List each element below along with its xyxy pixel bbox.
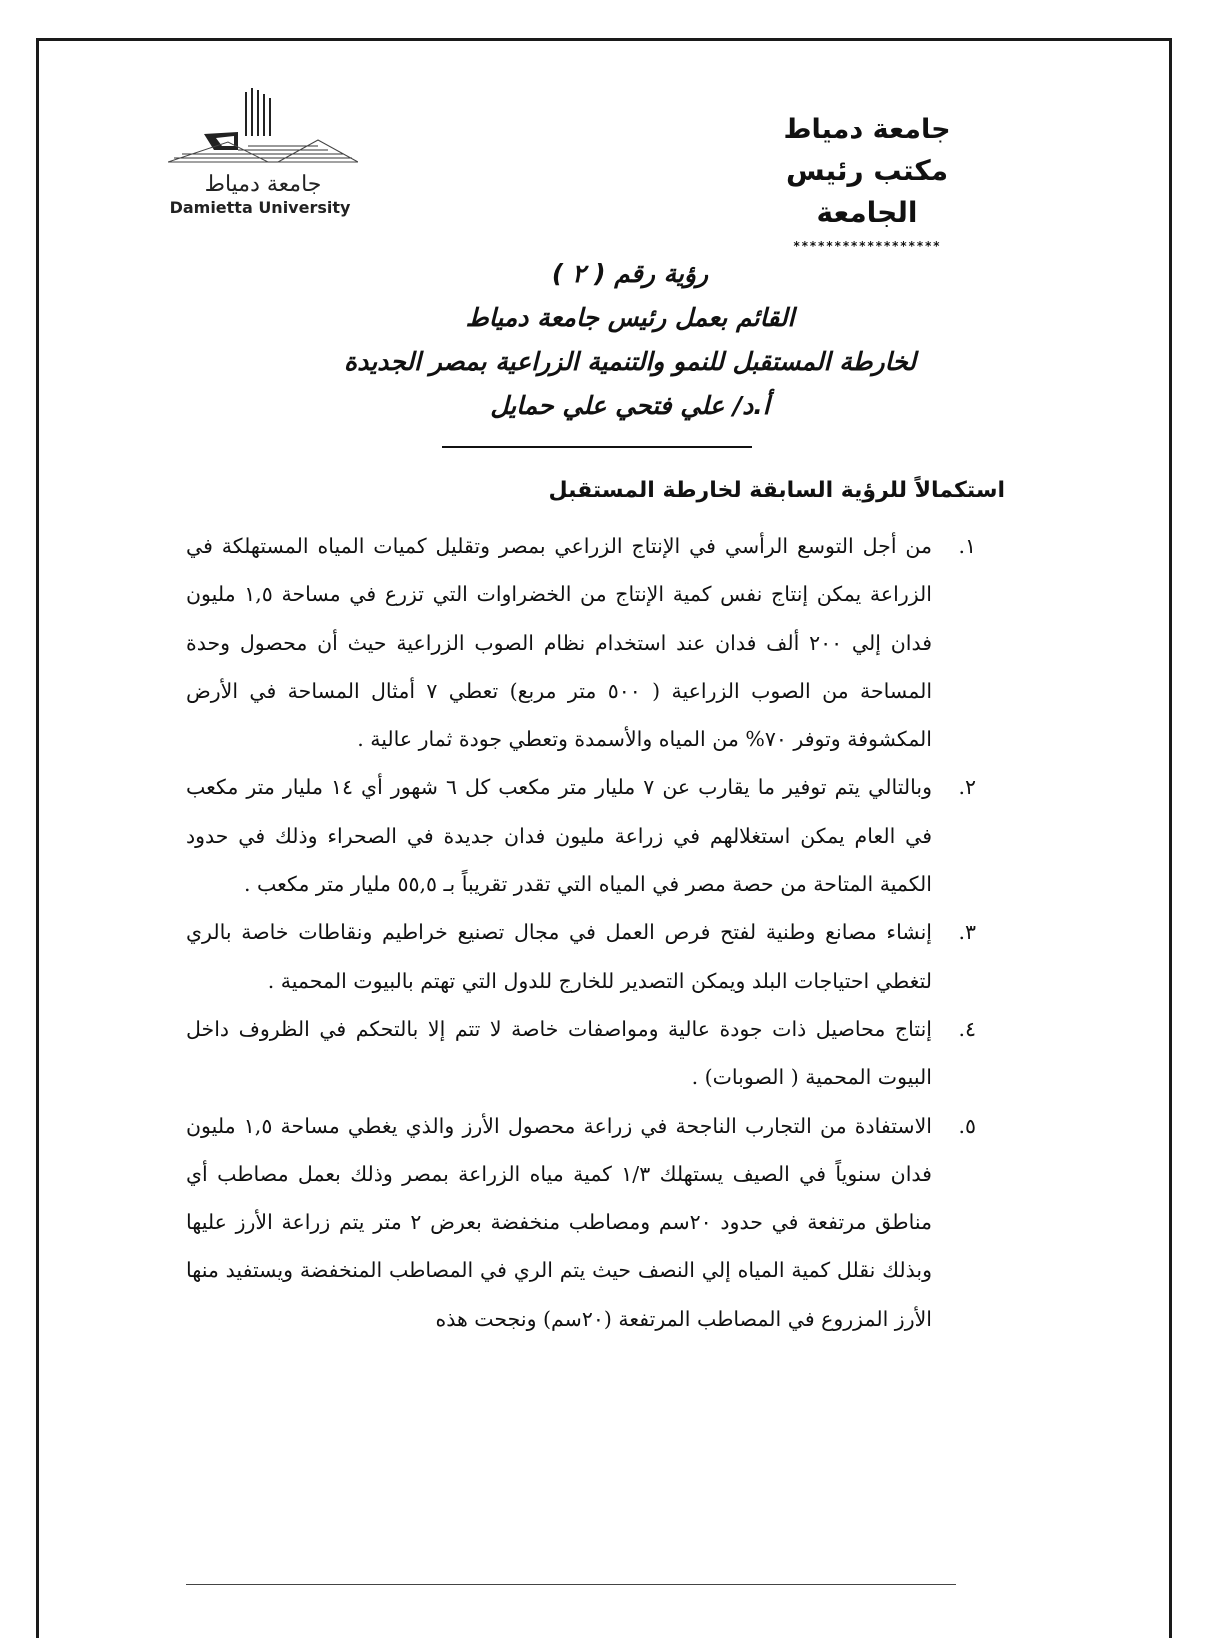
item-text: وبالتالي يتم توفير ما يقارب عن ٧ مليار متر مكعب كل ٦ شهور أي ١٤ مليار متر مكعب في العام يمكن استغلالهم في زراعة مليون فدان جديدة في الصحراء وذلك في حدود الكمية المتاحة من حصة مصر في المياه التي تقدر تقريباً بـ ٥٥,٥ مليار متر مكعب . [186, 775, 933, 897]
logo-text-arabic: جامعة دمياط [204, 172, 322, 197]
decorative-stars: ****************** [792, 239, 942, 253]
vision-points-list [186, 522, 976, 1343]
item-text: من أجل التوسع الرأسي في الإنتاج الزراعي بمصر وتقليل كميات المياه المستهلكة في الزراعة يمكن إنتاج نفس كمية الإنتاج من الخضراوات التي تزرع في مساحة ١,٥ مليون فدان إلي ٢٠٠ ألف فدان عند استخدام نظام الصوب الزراعية حيث أن محصول وحدة المساحة من الصوب الزراعية ( ٥٠٠ متر مربع) تعطي ٧ أمثال المساحة في الأرض المكشوفة وتوفر ٧٠% من المياه والأسمدة وتعطي جودة ثمار عالية . [186, 534, 933, 752]
item-text: إنشاء مصانع وطنية لفتح فرص العمل في مجال تصنيع خراطيم ونقاطات خاصة بالري لتغطي احتياجات البلد ويمكن التصدير للخارج للدول التي تهتم بالبيوت المحمية . [186, 920, 932, 993]
item-number: ١. [958, 534, 976, 558]
item-number: ٤. [958, 1016, 976, 1041]
logo-text-english: Damietta University [169, 198, 351, 217]
item-number: ٥. [958, 1113, 976, 1138]
item-text: إنتاج محاصيل ذات جودة عالية ومواصفات خاصة لا تتم إلا بالتحكم في الظروف داخل البيوت المحمية ( الصوبات) . [186, 1016, 932, 1090]
title-line-3: لخارطة المستقبل للنمو والتنمية الزراعية بمصر الجديدة [343, 347, 916, 376]
list-item [186, 1005, 976, 1102]
logo-emblem-icon [168, 84, 358, 174]
title-line-4: أ.د/ علي فتحي علي حمايل [490, 391, 770, 420]
document-title [300, 252, 960, 428]
office-name: مكتب رئيس الجامعة [785, 154, 949, 229]
intro-heading: استكمالاً للرؤية السابقة لخارطة المستقبل [548, 478, 1005, 503]
item-number: ٢. [958, 775, 976, 800]
title-line-1: رؤية رقم ( ٢ ) [551, 259, 709, 288]
title-divider [442, 446, 752, 448]
university-name: جامعة دمياط [783, 114, 951, 145]
list-item [186, 1102, 976, 1343]
item-text: الاستفادة من التجارب الناجحة في زراعة محصول الأرز والذي يغطي مساحة ١,٥ مليون فدان سنوياً في الصيف يستهلك ١/٣ كمية مياه الزراعة بمصر وذلك بعمل مصاطب أي مناطق مرتفعة في حدود ٢٠سم ومصاطب منخفضة بعرض ٢ متر يتم زراعة الأرز عليها وبذلك نقلل كمية المياه إلي النصف حيث يتم الري في المصاطب المنخفضة ويستفيد منها الأرز المزروع في المصاطب المرتفعة (٢٠سم) ونجحت هذه [186, 1113, 932, 1331]
list-item [186, 908, 976, 1005]
list-item [186, 522, 976, 763]
footer-divider [186, 1584, 956, 1585]
office-heading [737, 110, 997, 256]
title-line-2: القائم بعمل رئيس جامعة دمياط [465, 303, 795, 332]
item-number: ٣. [958, 920, 976, 945]
list-item [186, 763, 976, 908]
